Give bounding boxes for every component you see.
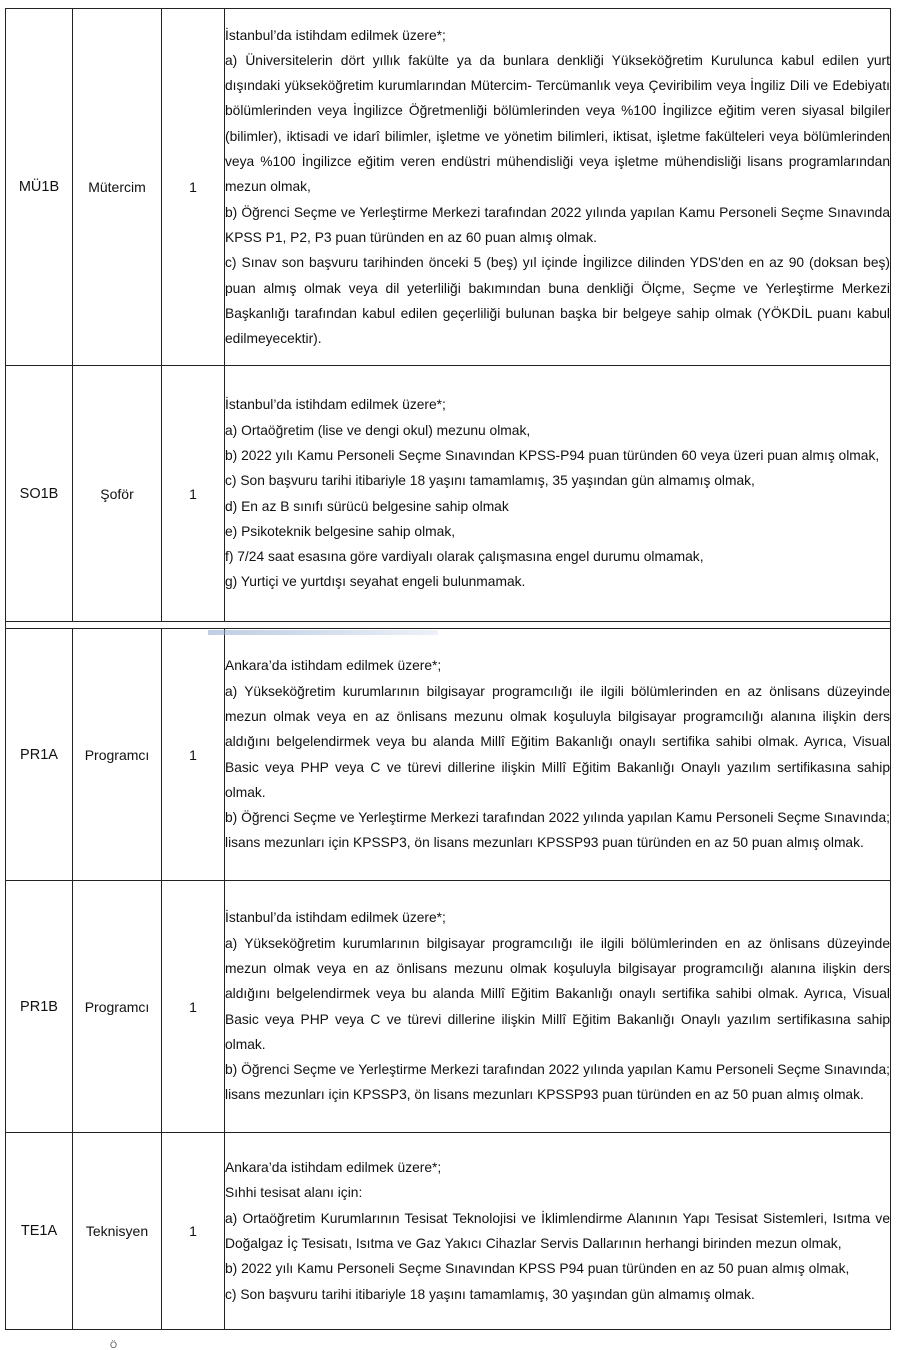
position-title: Programcı xyxy=(73,629,162,881)
requirement-paragraph: c) Son başvuru tarihi itibariyle 18 yaşını tamamlamış, 35 yaşından gün almamış olmak, xyxy=(225,473,755,489)
requirements-cell xyxy=(225,629,891,881)
requirement-paragraph: f) 7/24 saat esasına göre vardiyalı olarak çalışmasına engel durumu olmamak, xyxy=(225,549,704,565)
requirements-cell xyxy=(225,9,891,366)
requirement-paragraph: İstanbul’da istihdam edilmek üzere*; xyxy=(225,27,446,43)
table-row xyxy=(6,629,891,881)
position-quantity: 1 xyxy=(162,881,225,1133)
requirement-paragraph: b) Öğrenci Seçme ve Yerleştirme Merkezi tarafından 2022 yılında yapılan Kamu Personeli Seçme Sınavında KPSS P1, P2, P3 puan türünden en az 60 puan almış olmak. xyxy=(225,204,890,245)
requirement-paragraph: b) 2022 yılı Kamu Personeli Seçme Sınavından KPSS P94 puan türünden en az 50 puan almış olmak, xyxy=(225,1261,850,1277)
requirement-paragraph: a) Ortaöğretim Kurumlarının Tesisat Teknolojisi ve İklimlendirme Alanının Yapı Tesisat Sistemleri, Isıtma ve Doğalgaz İç Tesisatı, Isıtma ve Gaz Yakıcı Cihazlar Servis Dallarının herhangi birinden mezun olmak, xyxy=(225,1210,890,1251)
requirement-paragraph: Ankara’da istihdam edilmek üzere*; xyxy=(225,1160,442,1176)
requirement-paragraph: d) En az B sınıfı sürücü belgesine sahip olmak xyxy=(225,498,509,514)
table-row xyxy=(6,366,891,622)
requirement-paragraph: Ankara’da istihdam edilmek üzere*; xyxy=(225,658,442,674)
position-quantity: 1 xyxy=(162,366,225,622)
requirement-paragraph: b) 2022 yılı Kamu Personeli Seçme Sınavından KPSS-P94 puan türünden 60 veya üzeri puan almış olmak, xyxy=(225,447,880,463)
position-title: Şoför xyxy=(73,366,162,622)
requirement-paragraph: b) Öğrenci Seçme ve Yerleştirme Merkezi tarafından 2022 yılında yapılan Kamu Personeli Seçme Sınavında; lisans mezunları için KPSSP3, ön lisans mezunları KPSSP93 puan türünden en az 50 puan almış olmak. xyxy=(225,1062,890,1103)
requirement-paragraph: Sıhhi tesisat alanı için: xyxy=(225,1185,363,1201)
table-row xyxy=(6,9,891,366)
requirement-paragraph: İstanbul’da istihdam edilmek üzere*; xyxy=(225,397,446,413)
position-code: PR1B xyxy=(6,881,73,1133)
table-row xyxy=(6,881,891,1133)
table-row xyxy=(6,1133,891,1330)
requirement-paragraph: c) Son başvuru tarihi itibariyle 18 yaşını tamamlamış, 30 yaşından gün almamış olmak. xyxy=(225,1286,755,1302)
position-code: PR1A xyxy=(6,629,73,881)
row-separator-cell xyxy=(6,622,891,629)
requirement-paragraph: g) Yurtiçi ve yurtdışı seyahat engeli bulunmamak. xyxy=(225,574,526,590)
position-code: SO1B xyxy=(6,366,73,622)
requirement-paragraph: b) Öğrenci Seçme ve Yerleştirme Merkezi tarafından 2022 yılında yapılan Kamu Personeli Seçme Sınavında; lisans mezunları için KPSSP3, ön lisans mezunları KPSSP93 puan türünden en az 50 puan almış olmak. xyxy=(225,810,890,851)
row-separator xyxy=(6,622,891,629)
position-code: MÜ1B xyxy=(6,9,73,366)
requirements-table-body xyxy=(6,9,891,1330)
position-title: Programcı xyxy=(73,881,162,1133)
requirements-cell xyxy=(225,881,891,1133)
requirements-table xyxy=(5,8,891,1330)
requirement-paragraph: a) Üniversitelerin dört yıllık fakülte ya da bunlara denkliği Yükseköğretim Kurulunca kabul edilen yurt dışındaki yükseköğretim kurumlarından Mütercim- Tercümanlık veya Çeviribilim veya İngiliz Dili ve Edebiyatı bölümlerinden veya İngilizce Öğretmenliği bölümlerinden veya %100 İngilizce eğitim veren siyasal bilgiler (bilimler), iktisadi ve idarî bilimler, işletme ve yönetim bilimleri, iktisat, işletme fakülteleri veya bölümlerinden veya %100 İngilizce eğitim veren endüstri mühendisliği veya işletme mühendisliği lisans programlarından mezun olmak, xyxy=(225,52,890,195)
requirement-paragraph: e) Psikoteknik belgesine sahip olmak, xyxy=(225,523,456,539)
footer-mark: Ö xyxy=(110,1340,118,1350)
requirements-cell xyxy=(225,1133,891,1330)
position-quantity: 1 xyxy=(162,629,225,881)
position-title: Mütercim xyxy=(73,9,162,366)
position-title: Teknisyen xyxy=(73,1133,162,1330)
requirement-paragraph: a) Ortaöğretim (lise ve dengi okul) mezunu olmak, xyxy=(225,422,531,438)
scan-artifact-strip xyxy=(208,630,438,635)
requirement-paragraph: a) Yükseköğretim kurumlarının bilgisayar programcılığı ile ilgili bölümlerinden en az önlisans düzeyinde mezun olmak veya en az önlisans mezunu olmak koşuluyla bilgisayar programcılığı alanına ilişkin ders aldığını belgelendirmek veya bu alanda Millî Eğitim Bakanlığı onaylı sertifika sahibi olmak. Ayrıca, Visual Basic veya PHP veya C ve türevi dillerine ilişkin Millî Eğitim Bakanlığı Onaylı yazılım sertifikasına sahip olmak. xyxy=(225,683,890,800)
requirement-paragraph: c) Sınav son başvuru tarihinden önceki 5 (beş) yıl içinde İngilizce dilinden YDS'den en az 90 (doksan beş) puan almış olmak veya dil yeterliliği bakımından buna denkliği Ölçme, Seçme ve Yerleştirme Merkezi Başkanlığı tarafından kabul edilen geçerliliği bulunan başka bir belgeye sahip olmak (YÖKDİL puanı kabul edilmeyecektir). xyxy=(225,255,890,347)
position-quantity: 1 xyxy=(162,1133,225,1330)
position-code: TE1A xyxy=(6,1133,73,1330)
requirement-paragraph: a) Yükseköğretim kurumlarının bilgisayar programcılığı ile ilgili bölümlerinden en az önlisans düzeyinde mezun olmak veya en az önlisans mezunu olmak koşuluyla bilgisayar programcılığı alanına ilişkin ders aldığını belgelendirmek veya bu alanda Millî Eğitim Bakanlığı onaylı sertifika sahibi olmak. Ayrıca, Visual Basic veya PHP veya C ve türevi dillerine ilişkin Millî Eğitim Bakanlığı Onaylı yazılım sertifikasına sahip olmak. xyxy=(225,935,890,1052)
position-quantity: 1 xyxy=(162,9,225,366)
requirements-cell xyxy=(225,366,891,622)
requirement-paragraph: İstanbul’da istihdam edilmek üzere*; xyxy=(225,910,446,926)
